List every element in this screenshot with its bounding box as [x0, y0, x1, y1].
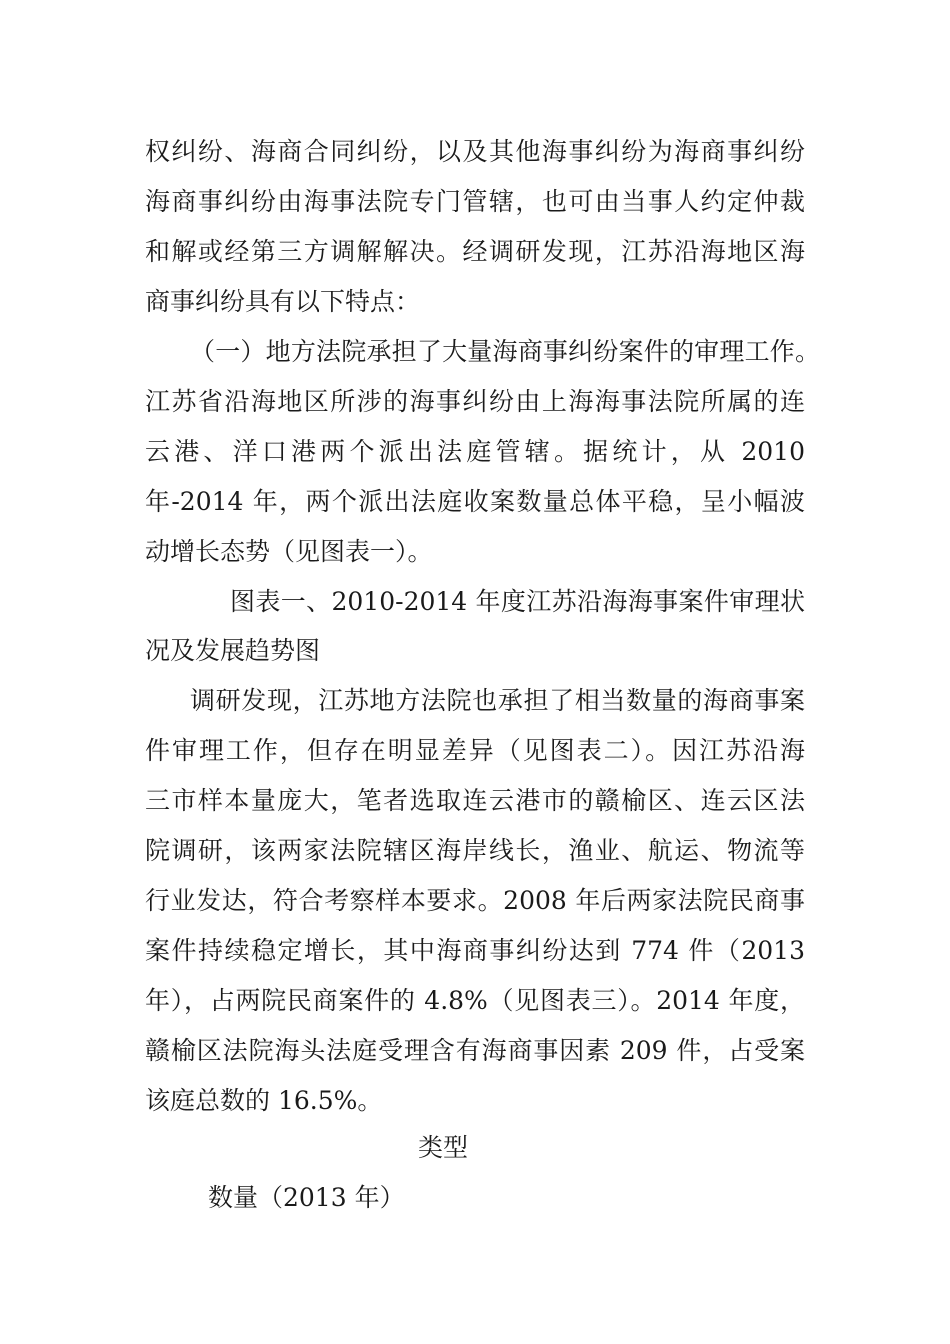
paragraph-two-line-9: 该庭总数的 16.5%。	[145, 1086, 383, 1115]
paragraph-two-line-3: 三市样本量庞大，笔者选取连云港市的赣榆区、连云区法	[145, 786, 805, 815]
paragraph-two-line-8: 赣榆区法院海头法庭受理含有海商事因素 209 件，占受案	[145, 1036, 805, 1065]
table-type-header: 类型	[418, 1133, 469, 1162]
paragraph-two-line-2: 件审理工作，但存在明显差异（见图表二）。因江苏沿海	[145, 736, 805, 765]
paragraph-two-line-1: 调研发现，江苏地方法院也承担了相当数量的海商事案	[190, 686, 805, 715]
figure-caption-line-1: 图表一、2010-2014 年度江苏沿海海事案件审理状	[230, 587, 805, 616]
section-one-heading: （一）地方法院承担了大量海商事纠纷案件的审理工作。	[190, 337, 820, 366]
paragraph-two-line-5: 行业发达，符合考察样本要求。2008 年后两家法院民商事	[145, 886, 805, 915]
section-one-line-5: 动增长态势（见图表一）。	[145, 537, 433, 566]
paragraph-two-line-4: 院调研，该两家法院辖区海岸线长，渔业、航运、物流等	[145, 836, 805, 865]
table-count-header: 数量（2013 年）	[208, 1183, 405, 1212]
section-one-line-4: 年-2014 年，两个派出法庭收案数量总体平稳，呈小幅波	[145, 487, 805, 516]
paragraph-two-line-7: 年），占两院民商案件的 4.8%（见图表三）。2014 年度，	[145, 986, 805, 1015]
intro-line-1: 权纠纷、海商合同纠纷，以及其他海事纠纷为海商事纠纷	[145, 137, 805, 166]
section-one-line-2: 江苏省沿海地区所涉的海事纠纷由上海海事法院所属的连	[145, 387, 805, 416]
section-one-line-3: 云港、洋口港两个派出法庭管辖。据统计，从 2010	[145, 437, 805, 466]
figure-caption-line-2: 况及发展趋势图	[145, 636, 321, 665]
paragraph-two-line-6: 案件持续稳定增长，其中海商事纠纷达到 774 件（2013	[145, 936, 805, 965]
intro-line-4: 商事纠纷具有以下特点：	[145, 287, 421, 316]
intro-line-3: 和解或经第三方调解解决。经调研发现，江苏沿海地区海	[145, 237, 805, 266]
intro-line-2: 海商事纠纷由海事法院专门管辖，也可由当事人约定仲裁	[145, 187, 805, 216]
